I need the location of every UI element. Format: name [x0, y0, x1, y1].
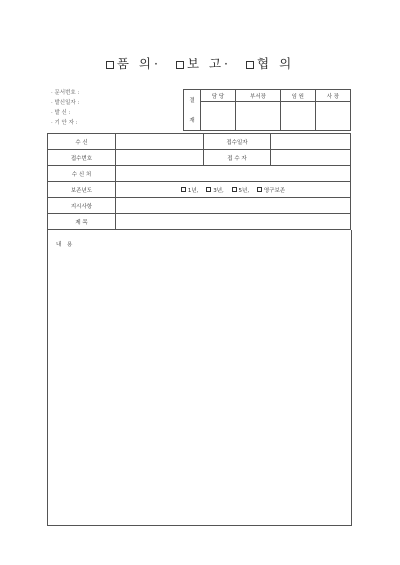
- checkbox-icon[interactable]: [106, 61, 114, 69]
- document-title: [0, 54, 400, 72]
- approval-col-staff: 담 당: [201, 90, 236, 102]
- approval-side-label-bottom: 재: [189, 118, 195, 124]
- retention-option-permanent[interactable]: [257, 188, 285, 194]
- content-area[interactable]: [47, 230, 352, 526]
- receiver-label: 접 수 자: [204, 150, 271, 166]
- retention-label: 보존년도: [48, 182, 116, 198]
- content-label: 내 용: [56, 242, 75, 248]
- retention-option-label: 영구보존: [263, 187, 286, 194]
- meta-sender: · 발 신 :: [51, 110, 71, 116]
- checkbox-icon[interactable]: [232, 187, 237, 192]
- approval-side-label: [184, 90, 201, 131]
- instructions-field[interactable]: [116, 198, 351, 214]
- subject-field[interactable]: [116, 214, 351, 230]
- form-table: [47, 133, 351, 230]
- receiver-field[interactable]: [271, 150, 351, 166]
- approval-side-label-top: 결: [189, 98, 195, 104]
- subject-label: 제 목: [48, 214, 116, 230]
- title-option-report[interactable]: [176, 56, 231, 71]
- retention-option-5y[interactable]: [232, 188, 250, 194]
- meta-send-date: · 발신일자 :: [51, 100, 80, 106]
- recipient-label: 수 신: [48, 134, 116, 150]
- title-option-consultation[interactable]: [246, 56, 294, 71]
- receipt-number-field[interactable]: [116, 150, 204, 166]
- destination-label: 수 신 처: [48, 166, 116, 182]
- checkbox-icon[interactable]: [246, 61, 254, 69]
- checkbox-icon[interactable]: [206, 187, 211, 192]
- received-date-label: 접수일자: [204, 134, 271, 150]
- title-option-approval[interactable]: [106, 56, 161, 71]
- approval-col-executive: 임 원: [280, 90, 315, 102]
- signature-cell-staff[interactable]: [201, 102, 236, 131]
- signature-cell-president[interactable]: [315, 102, 350, 131]
- document-meta: [51, 88, 79, 128]
- checkbox-icon[interactable]: [176, 61, 184, 69]
- checkbox-icon[interactable]: [257, 187, 262, 192]
- recipient-field[interactable]: [116, 134, 204, 150]
- retention-options: [116, 182, 351, 198]
- retention-option-1y[interactable]: [181, 188, 199, 194]
- title-option-label: 보 고·: [186, 56, 232, 71]
- received-date-field[interactable]: [271, 134, 351, 150]
- retention-option-label: 5년,: [238, 187, 250, 194]
- meta-document-number: · 문서번호 :: [51, 90, 80, 96]
- retention-option-label: 3년,: [213, 187, 224, 194]
- approval-table: [183, 89, 351, 131]
- approval-col-dept-head: 부서장: [236, 90, 281, 102]
- title-option-label: 협 의: [257, 56, 295, 71]
- checkbox-icon[interactable]: [181, 187, 186, 192]
- retention-option-label: 1년,: [187, 187, 199, 194]
- destination-field[interactable]: [116, 166, 351, 182]
- instructions-label: 지시사항: [48, 198, 116, 214]
- approval-col-president: 사 장: [315, 90, 350, 102]
- signature-cell-executive[interactable]: [280, 102, 315, 131]
- retention-option-3y[interactable]: [206, 188, 224, 194]
- signature-cell-dept-head[interactable]: [236, 102, 281, 131]
- title-option-label: 품 의·: [116, 56, 161, 71]
- meta-drafter: · 기 안 자 :: [51, 120, 78, 126]
- receipt-number-label: 접수번호: [48, 150, 116, 166]
